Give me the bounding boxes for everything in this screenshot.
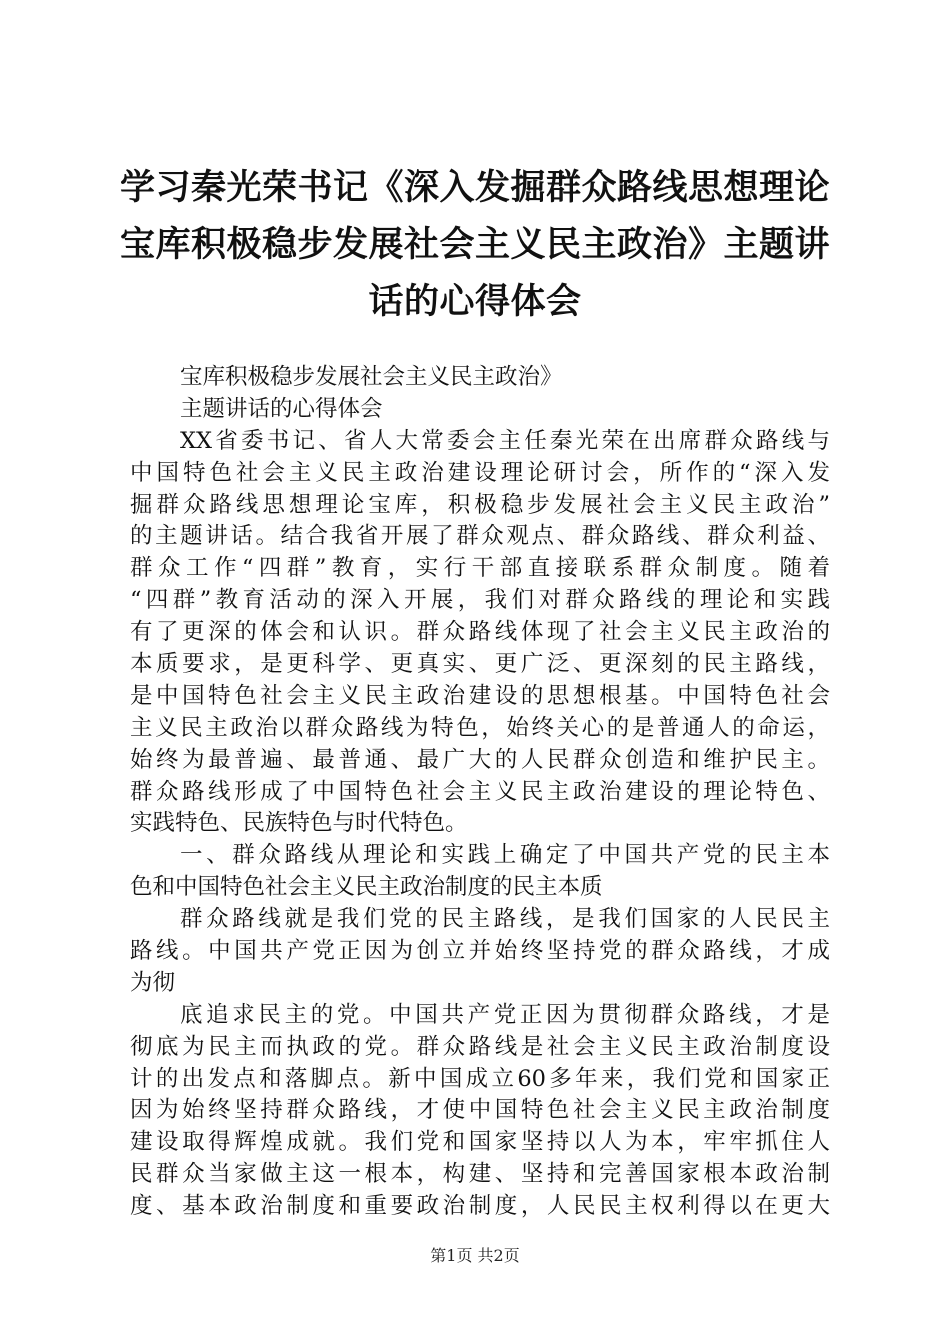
- body-line: 实践特色、民族特色与时代特色。: [130, 810, 468, 837]
- body-line: 群众路线形成了中国特色社会主义民主政治建设的理论特色、: [130, 778, 830, 805]
- body-line: 群众工作“四群”教育，实行干部直接联系群众制度。随着: [130, 555, 830, 582]
- body-line: 宝库积极稳步发展社会主义民主政治》: [180, 364, 563, 390]
- page-footer: 第1页 共2页: [430, 1246, 520, 1265]
- body-line: 本质要求，是更科学、更真实、更广泛、更深刻的民主路线，: [130, 651, 830, 678]
- title-line-2: 宝库积极稳步发展社会主义民主政治》主题讲: [120, 225, 831, 265]
- body-line: 主题讲话的心得体会: [180, 395, 383, 422]
- body-line: 掘群众路线思想理论宝库，积极稳步发展社会主义民主政治”: [130, 491, 830, 518]
- title-line-3: 话的心得体会: [368, 282, 582, 322]
- body-line: “四群”教育活动的深入开展，我们对群众路线的理论和实践: [130, 587, 830, 614]
- body-line: 度、基本政治制度和重要政治制度，人民民主权利得以在更大: [130, 1193, 830, 1220]
- body-line: 计的出发点和落脚点。新中国成立60多年来，我们党和国家正: [130, 1065, 830, 1092]
- section-heading-line: 色和中国特色社会主义民主政治制度的民主本质: [130, 874, 603, 901]
- body-line: 有了更深的体会和认识。群众路线体现了社会主义民主政治的: [130, 619, 830, 646]
- body-line: 是中国特色社会主义民主政治建设的思想根基。中国特色社会: [130, 682, 830, 709]
- body-line: 民群众当家做主这一根本，构建、坚持和完善国家根本政治制: [130, 1161, 830, 1188]
- body-line: 为彻: [130, 969, 176, 996]
- title-line-1: 学习秦光荣书记《深入发掘群众路线思想理论: [120, 168, 831, 208]
- body-line: 的主题讲话。结合我省开展了群众观点、群众路线、群众利益、: [130, 523, 830, 550]
- body-line: 群众路线就是我们党的民主路线，是我们国家的人民民主: [180, 906, 830, 933]
- body-line: 底追求民主的党。中国共产党正因为贯彻群众路线，才是: [180, 1001, 830, 1028]
- body-line: 中国特色社会主义民主政治建设理论研讨会，所作的“深入发: [130, 459, 830, 486]
- body-line: 主义民主政治以群众路线为特色，始终关心的是普通人的命运，: [130, 714, 830, 741]
- body-line: 始终为最普遍、最普通、最广大的人民群众创造和维护民主。: [130, 746, 830, 773]
- section-heading-line: 一、群众路线从理论和实践上确定了中国共产党的民主本: [180, 842, 830, 869]
- body-line: 因为始终坚持群众路线，才使中国特色社会主义民主政治制度: [130, 1097, 830, 1124]
- document-body: [130, 362, 830, 1223]
- document-title: [120, 160, 830, 331]
- body-line: 彻底为民主而执政的党。群众路线是社会主义民主政治制度设: [130, 1033, 830, 1060]
- body-line: 建设取得辉煌成就。我们党和国家坚持以人为本，牢牢抓住人: [130, 1129, 830, 1156]
- body-line: XX省委书记、省人大常委会主任秦光荣在出席群众路线与: [180, 427, 830, 454]
- body-line: 路线。中国共产党正因为创立并始终坚持党的群众路线，才成: [130, 938, 830, 965]
